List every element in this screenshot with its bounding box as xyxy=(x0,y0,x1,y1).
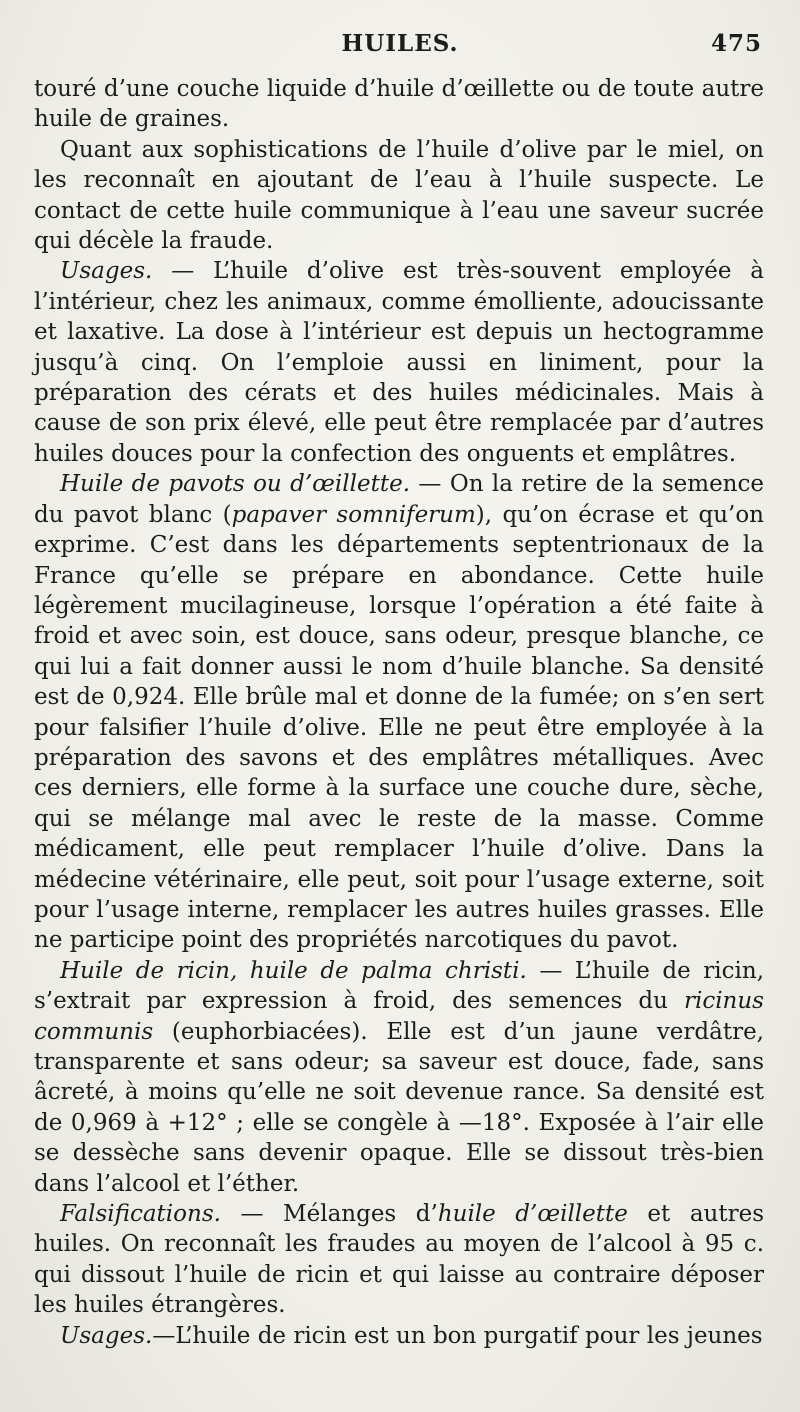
paragraph-text: et autres huiles. On reconnaît les fraudes au moyen de l’alcool à 95 c. qui dissout l’huile de ricin et qui laisse au contraire déposer les huiles étrangères. xyxy=(34,1201,765,1319)
paragraph-falsifications xyxy=(34,1199,764,1321)
paragraph-lead: Huile de ricin, huile de palma christi. xyxy=(60,957,527,984)
paragraph-lead: Huile de pavots ou d’œillette. xyxy=(60,471,411,498)
paragraph-text: On la retire de la semence du pavot blanc ( xyxy=(34,471,764,528)
paragraph-text: Mélanges d’ xyxy=(283,1201,438,1228)
lead-dash: — xyxy=(152,1322,176,1349)
paragraph-lead: Usages. xyxy=(60,258,153,285)
paragraph-text: Quant aux sophistications de l’huile d’olive par le miel, on les reconnaît en ajoutant de l’eau à l’huile suspecte. Le contact de cette huile communique à l’eau une saveur sucrée qui décèle la fraude. xyxy=(34,136,764,255)
paragraph-continuation xyxy=(34,74,764,135)
paragraph-text: L’huile d’olive est très-souvent employée à l’intérieur, chez les animaux, comme émolliente, adoucissante et laxative. La dose à l’intérieur est depuis un hectogramme jusqu’à cinq. On l’emploie aussi en liniment, pour la préparation des cérats et des huiles médicinales. Mais à cause de son prix élevé, elle peut être remplacée par d’autres huiles douces pour la confection des onguents et emplâtres. xyxy=(34,258,764,467)
lead-dash: — xyxy=(410,471,450,498)
paragraph-text: touré d’une couche liquide d’huile d’œillette ou de toute autre huile de graines. xyxy=(34,76,764,133)
lead-dash: — xyxy=(526,957,575,984)
paragraph-lead: Usages. xyxy=(60,1322,153,1349)
paragraph-text: L’huile de ricin est un bon purgatif pour les jeunes xyxy=(175,1322,763,1349)
paragraph-poppy-oil xyxy=(34,469,764,956)
paragraph-text: ), qu’on écrase et qu’on exprime. C’est dans les départements septentrionaux de la France qu’elle se prépare en abondance. Cette huile légèrement mucilagineuse, lorsque l’opération a été faite à froid et avec soin, est douce, sans odeur, presque blanche, ce qui lui a fait donner aussi le nom d’huile blanche. Sa densité est de 0,924. Elle brûle mal et donne de la fumée; on s’en sert pour falsifier l’huile d’olive. Elle ne peut être employée à la préparation des savons et des emplâtres métalliques. Avec ces derniers, elle forme à la surface une couche dure, sèche, qui se mélange mal avec le reste de la masse. Comme médicament, elle peut remplacer l’huile d’olive. Dans la médecine vétérinaire, elle peut, soit pour l’usage externe, soit pour l’usage interne, remplacer les autres huiles grasses. Elle ne participe point des propriétés narcotiques du pavot. xyxy=(34,501,764,954)
page-body xyxy=(34,74,764,1351)
lead-dash: — xyxy=(152,258,214,285)
paragraph-usages-castor xyxy=(34,1321,764,1351)
paragraph-honey-sophistication xyxy=(34,135,764,257)
page-header xyxy=(36,30,764,62)
paragraph-text: (euphorbiacées). Elle est d’un jaune verdâtre, transparente et sans odeur; sa saveur est douce, fade, sans âcreté, à moins qu’elle ne soit devenue rance. Sa densité est de 0,969 à +12° ; elle se congèle à —18°. Exposée à l’air elle se dessèche sans devenir opaque. Elle se dissout très-bien dans l’alcool et l’éther. xyxy=(34,1018,764,1197)
page-number: 475 xyxy=(710,30,762,57)
lead-dash: — xyxy=(220,1201,284,1228)
paragraph-usages-olive xyxy=(34,256,764,469)
paragraph-castor-oil xyxy=(34,956,764,1199)
running-head: HUILES. xyxy=(341,30,459,57)
paragraph-text: L’huile de ricin, s’extrait par expression à froid, des semences du xyxy=(34,957,765,1015)
latin-name: papaver somniferum xyxy=(231,501,476,528)
italic-term: huile d’œillette xyxy=(437,1201,628,1228)
paragraph-lead: Falsifications. xyxy=(60,1201,221,1228)
latin-name: ricinus communis xyxy=(34,988,764,1045)
